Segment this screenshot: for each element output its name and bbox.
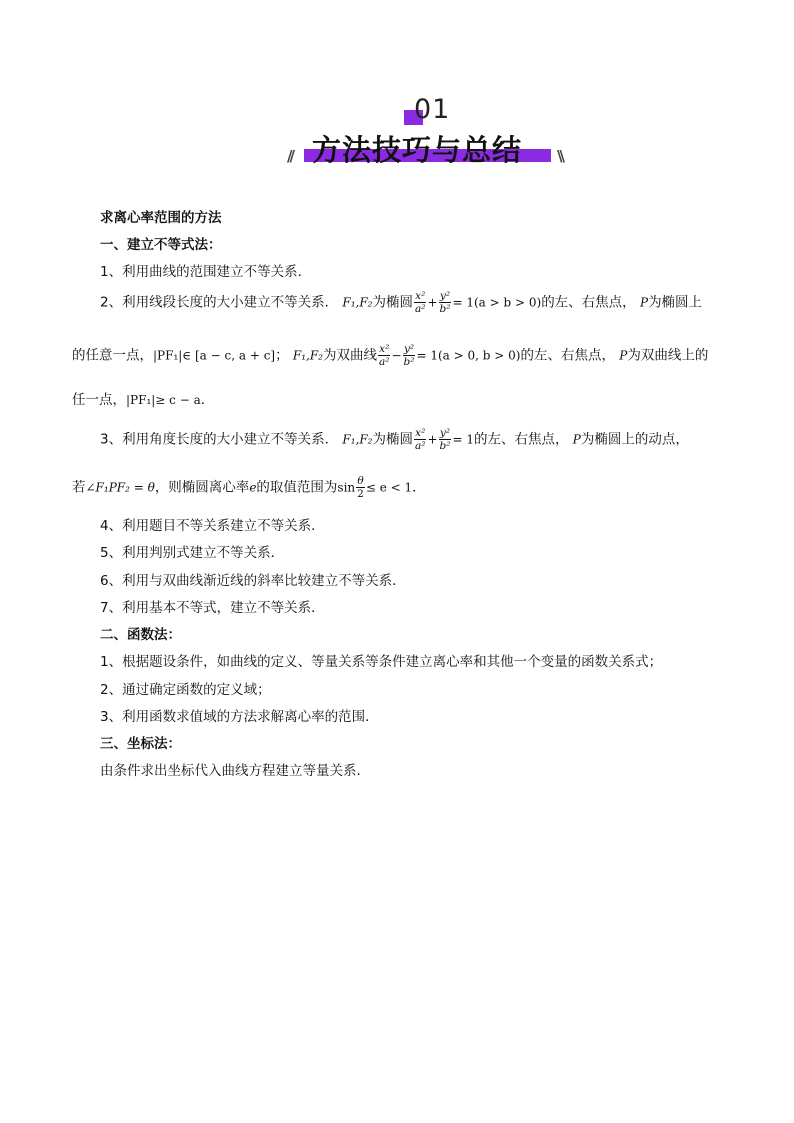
part3-heading: 三、坐标法： [100,736,181,752]
fraction-x2-a2: $\frac{\text{x²}}{\text{a²}}$ [414,290,426,315]
fraction-theta-2: $\frac{\theta}{2}$ [357,475,364,500]
item-5: 5、利用判别式建立不等关系． [100,545,285,561]
item-3-text-e: 若 [72,479,86,496]
point-p-3: P [572,432,581,447]
item-2-text-e: 的任意一点， [72,347,153,364]
item-3-text-g: 的取值范围为 [256,479,338,496]
item-3-text-h: ． [412,479,426,496]
item-2-text-h: 的左、右焦点， [520,347,615,364]
item-2-text-c: 的左、右焦点， [541,294,636,311]
eccentricity-symbol: e [249,480,257,495]
function-item-1: 1、根据题设条件，如曲线的定义、等量关系等条件建立离心率和其他一个变量的函数关系式； [100,654,663,670]
item-3-text-f: ，则椭圆离心率 [154,479,250,496]
section-number: 01 [414,94,451,125]
point-p: P [639,295,649,310]
topic-heading: 求离心率范围的方法 [100,210,222,226]
fraction-y2-b2: $\frac{\text{y²}}{\text{b²}}$ [439,290,451,315]
part1-heading: 一、建立不等式法： [100,237,222,253]
item-2-text-i: 为双曲线上的 [627,347,709,364]
item-4: 4、利用题目不等关系建立不等关系． [100,518,325,534]
function-item-2: 2、通过确定函数的定义域； [100,682,271,698]
plus-sign-2: + [427,432,438,447]
pf1-hyper-bound: ≥ c − a [155,393,201,407]
fraction-x2-a2-hyper: $\frac{\text{x²}}{\text{a²}}$ [379,343,390,368]
item-2-text-k: ． [200,392,215,408]
function-item-3: 3、利用函数求值域的方法求解离心率的范围． [100,709,379,725]
coordinate-item-1: 由条件求出坐标代入曲线方程建立等量关系． [100,763,370,779]
left-slash-decoration: // [287,147,292,165]
minus-sign: − [391,348,402,363]
item-2-line-2 [72,343,708,368]
item-2-text-a: 2、利用线段长度的大小建立不等关系． [100,294,339,311]
item-3-text-a: 3、利用角度长度的大小建立不等关系． [100,431,339,448]
foci-label-2: F₁,F₂ [292,348,323,363]
item-2-text-f: ； [275,347,289,364]
item-2-text-b: 为椭圆 [372,294,413,311]
part2-heading: 二、函数法： [100,627,181,643]
item-7: 7、利用基本不等式，建立不等关系． [100,600,325,616]
item-3-line-2 [72,475,426,500]
hyperbola-condition: = 1(a > 0, b > 0) [416,348,521,363]
item-6: 6、利用与双曲线渐近线的斜率比较建立不等关系． [100,573,406,589]
item-1: 1、利用曲线的范围建立不等关系． [100,264,312,280]
ellipse-condition: = 1(a > b > 0) [452,295,542,310]
point-p-2: P [619,348,628,363]
section-number-badge [404,96,464,126]
equals-one: = 1 [452,432,474,447]
item-3-text-b: 为椭圆 [372,431,413,448]
item-3-text-c: 的左、右焦点， [473,431,569,448]
right-slash-decoration: \\ [557,147,562,165]
foci-label: F₁,F₂ [342,295,373,310]
fraction-y2-b2-hyper: $\frac{\text{y²}}{\text{b²}}$ [403,343,415,368]
foci-label-3: F₁,F₂ [342,432,373,447]
fraction-y2-b2-3: $\frac{\text{y²}}{\text{b²}}$ [439,427,451,452]
sin-label: sin [337,480,356,495]
item-2-text-g: 为双曲线 [323,347,377,364]
e-range: ≤ e < 1 [365,480,413,495]
item-2-line-1 [100,290,702,315]
pf1-range: ∈ [a − c, a + c] [182,348,276,363]
section-title: 方法技巧与总结 [312,133,523,167]
abs-pf1-2: |PF₁| [126,393,156,407]
item-2-text-d: 为椭圆上 [648,294,703,311]
item-2-line-3 [72,388,214,408]
angle-expression: ∠F₁PF₂ = θ [85,480,155,495]
fraction-x2-a2-3: $\frac{\text{x²}}{\text{a²}}$ [414,427,426,452]
item-3-text-d: 为椭圆上的动点， [580,431,689,448]
abs-pf1: |PF₁| [153,348,183,363]
item-3-line-1 [100,427,689,452]
plus-sign: + [427,295,438,310]
item-2-text-j: 任一点， [72,392,126,408]
